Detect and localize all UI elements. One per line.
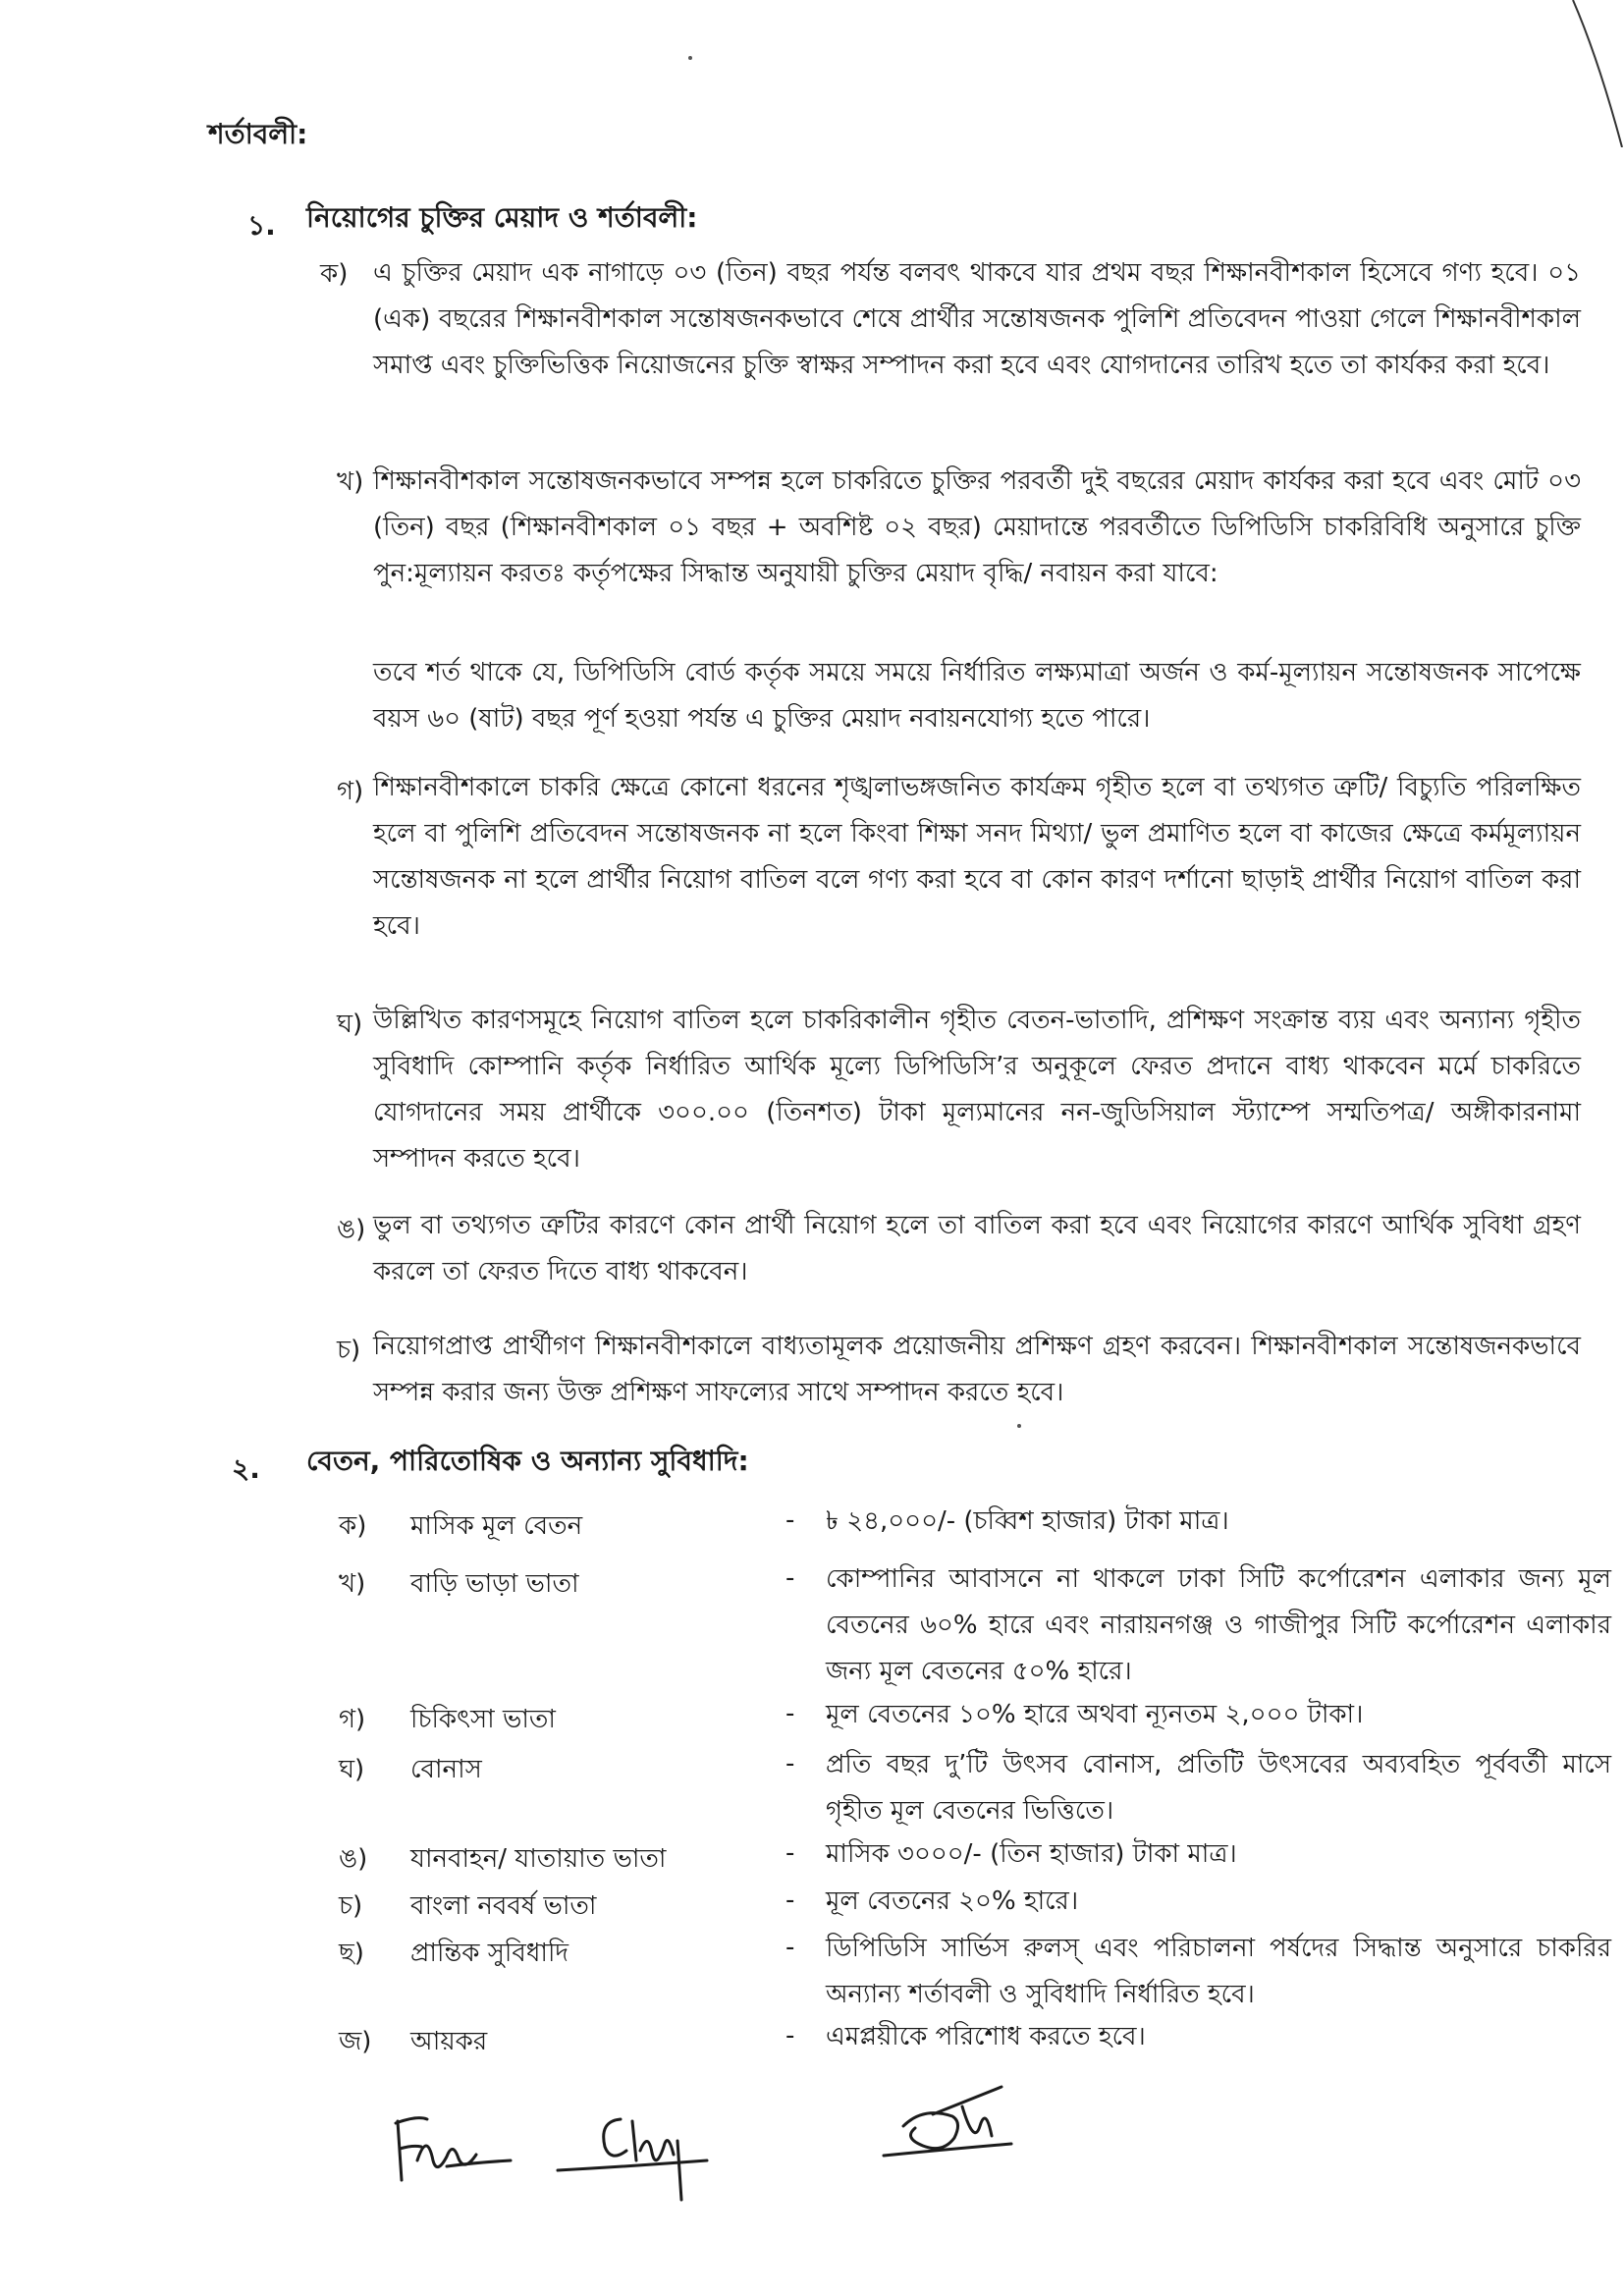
- scan-speck: [688, 56, 692, 60]
- section-1-title: নিয়োগের চুক্তির মেয়াদ ও শর্তাবলী:: [306, 201, 698, 234]
- benefit-name: বাংলা নববর্ষ ভাতা: [410, 1891, 597, 1921]
- benefit-name: মাসিক মূল বেতন: [410, 1511, 583, 1541]
- benefit-dash: -: [785, 1505, 795, 1535]
- benefit-dash: -: [785, 1838, 795, 1868]
- clause-text: শিক্ষানবীশকাল সন্তোষজনকভাবে সম্পন্ন হলে চাকরিতে চুক্তির পরবর্তী দুই বছরের মেয়াদ কার্যকর করা হবে এবং মোট ০৩ (তিন) বছর (শিক্ষানবীশকাল ০১ বছর + অবশিষ্ট ০২ বছর) মেয়াদান্তে পরবর্তীতে ডিপিডিসি চাকরিবিধি অনুসারে চুক্তি পুন:মূল্যায়ন করতঃ কর্তৃপক্ষের সিদ্ধান্ত অনুযায়ী চুক্তির মেয়াদ বৃদ্ধি/ নবায়ন করা যাবে:: [373, 466, 1581, 588]
- signature-1: [388, 2102, 515, 2190]
- benefit-value: ৳ ২৪,০০০/- (চব্বিশ হাজার) টাকা মাত্র।: [826, 1506, 1229, 1536]
- benefit-label: খ): [339, 1569, 366, 1599]
- benefit-label: জ): [339, 2027, 372, 2056]
- benefit-name: প্রান্তিক সুবিধাদি: [410, 1939, 569, 1968]
- benefit-value: প্রতি বছর দু’টি উৎসব বোনাস, প্রতিটি উৎসবের অব্যবহিত পূর্ববর্তী মাসে গৃহীত মূল বেতনের ভিত্তিতে।: [826, 1750, 1611, 1826]
- clause-proviso: তবে শর্ত থাকে যে, ডিপিডিসি বোর্ড কর্তৃক সময়ে সময়ে নির্ধারিত লক্ষ্যমাত্রা অর্জন ও কর্ম-মূল্যায়ন সন্তোষজনক সাপেক্ষে বয়স ৬০ (ষাট) বছর পূর্ণ হওয়া পর্যন্ত এ চুক্তির মেয়াদ নবায়নযোগ্য হতে পারে।: [373, 658, 1581, 734]
- benefit-name: চিকিৎসা ভাতা: [410, 1705, 556, 1734]
- section-2-number: ২.: [232, 1452, 260, 1485]
- benefit-dash: -: [785, 1699, 795, 1728]
- benefit-label: ঙ): [339, 1844, 368, 1874]
- benefit-label: ঘ): [339, 1755, 365, 1784]
- benefit-label: চ): [339, 1891, 363, 1921]
- signature-2: [550, 2092, 746, 2210]
- clause-label: ঘ): [337, 1010, 363, 1039]
- benefit-label: ক): [339, 1511, 367, 1541]
- benefit-name: আয়কর: [410, 2027, 488, 2056]
- benefit-name: বোনাস: [410, 1755, 482, 1784]
- benefit-dash: -: [785, 1933, 795, 1962]
- benefit-label: ছ): [339, 1939, 364, 1968]
- benefit-value: ডিপিডিসি সার্ভিস রুলস্ এবং পরিচালনা পর্ষদের সিদ্ধান্ত অনুসারে চাকরির অন্যান্য শর্তাবলী ও সুবিধাদি নির্ধারিত হবে।: [826, 1934, 1611, 2009]
- signature-3: [864, 2067, 1021, 2185]
- clause-text: ভুল বা তথ্যগত ত্রুটির কারণে কোন প্রার্থী নিয়োগ হলে তা বাতিল করা হবে এবং নিয়োগের কারণে আর্থিক সুবিধা গ্রহণ করলে তা ফেরত দিতে বাধ্য থাকবেন।: [373, 1211, 1581, 1286]
- benefit-label: গ): [339, 1705, 366, 1734]
- clause-text: শিক্ষানবীশকালে চাকরি ক্ষেত্রে কোনো ধরনের শৃঙ্খলাভঙ্গজনিত কার্যক্রম গৃহীত হলে বা তথ্যগত ত্রুটি/ বিচ্যুতি পরিলক্ষিত হলে বা পুলিশি প্রতিবেদন সন্তোষজনক না হলে কিংবা শিক্ষা সনদ মিথ্যা/ ভুল প্রমাণিত হলে বা কাজের ক্ষেত্রে কর্মমূল্যায়ন সন্তোষজনক না হলে প্রার্থীর নিয়োগ বাতিল বলে গণ্য করা হবে বা কোন কারণ দর্শানো ছাড়াই প্রার্থীর নিয়োগ বাতিল করা হবে।: [373, 773, 1581, 941]
- benefit-value: মূল বেতনের ২০% হারে।: [826, 1886, 1079, 1916]
- benefit-dash: -: [785, 1563, 795, 1593]
- clause-label: ঙ): [337, 1215, 366, 1244]
- benefit-name: যানবাহন/ যাতায়াত ভাতা: [410, 1844, 667, 1874]
- clause-text: উল্লিখিত কারণসমূহে নিয়োগ বাতিল হলে চাকরিকালীন গৃহীত বেতন-ভাতাদি, প্রশিক্ষণ সংক্রান্ত ব্যয় এবং অন্যান্য গৃহীত সুবিধাদি কোম্পানি কর্তৃক নির্ধারিত আর্থিক মূল্যে ডিপিডিসি’র অনুকূলে ফেরত প্রদানে বাধ্য থাকবেন মর্মে চাকরিতে যোগদানের সময় প্রার্থীকে ৩০০.০০ (তিনশত) টাকা মূল্যমানের নন-জুডিসিয়াল স্ট্যাম্পে সম্মতিপত্র/ অঙ্গীকারনামা সম্পাদন করতে হবে।: [373, 1006, 1581, 1174]
- clause-label: ক): [320, 259, 349, 289]
- benefit-value: কোম্পানির আবাসনে না থাকলে ঢাকা সিটি কর্পোরেশন এলাকার জন্য মূল বেতনের ৬০% হারে এবং নারায়নগঞ্জ ও গাজীপুর সিটি কর্পোরেশন এলাকার জন্য মূল বেতনের ৫০% হারে।: [826, 1564, 1611, 1686]
- benefit-dash: -: [785, 1749, 795, 1778]
- clause-label: খ): [337, 467, 364, 497]
- clause-label: চ): [337, 1336, 361, 1365]
- benefit-value: মাসিক ৩০০০/- (তিন হাজার) টাকা মাত্র।: [826, 1839, 1237, 1869]
- scan-speck: [1017, 1424, 1021, 1428]
- section-2-title: বেতন, পারিতোষিক ও অন্যান্য সুবিধাদি:: [306, 1445, 749, 1477]
- benefit-value: এমপ্লয়ীকে পরিশোধ করতে হবে।: [826, 2022, 1146, 2051]
- clause-text: এ চুক্তির মেয়াদ এক নাগাড়ে ০৩ (তিন) বছর পর্যন্ত বলবৎ থাকবে যার প্রথম বছর শিক্ষানবীশকাল হিসেবে গণ্য হবে। ০১ (এক) বছরের শিক্ষানবীশকাল সন্তোষজনকভাবে শেষে প্রার্থীর সন্তোষজনক পুলিশি প্রতিবেদন পাওয়া গেলে শিক্ষানবীশকাল সমাপ্ত এবং চুক্তিভিত্তিক নিয়োজনের চুক্তি স্বাক্ষর সম্পাদন করা হবে এবং যোগদানের তারিখ হতে তা কার্যকর করা হবে।: [373, 258, 1581, 380]
- page-corner-fold-mark: [1516, 0, 1624, 147]
- clause-label: গ): [337, 777, 364, 806]
- section-1-number: ১.: [247, 209, 276, 242]
- clause-text: নিয়োগপ্রাপ্ত প্রার্থীগণ শিক্ষানবীশকালে বাধ্যতামূলক প্রয়োজনীয় প্রশিক্ষণ গ্রহণ করবেন। শিক্ষানবীশকাল সন্তোষজনকভাবে সম্পন্ন করার জন্য উক্ত প্রশিক্ষণ সাফল্যের সাথে সম্পাদন করতে হবে।: [373, 1332, 1581, 1407]
- benefit-value: মূল বেতনের ১০% হারে অথবা ন্যূনতম ২,০০০ টাকা।: [826, 1700, 1364, 1729]
- benefit-dash: -: [785, 2021, 795, 2050]
- page-heading: শর্তাবলী:: [208, 118, 308, 150]
- benefit-dash: -: [785, 1886, 795, 1915]
- benefit-name: বাড়ি ভাড়া ভাতা: [410, 1569, 579, 1599]
